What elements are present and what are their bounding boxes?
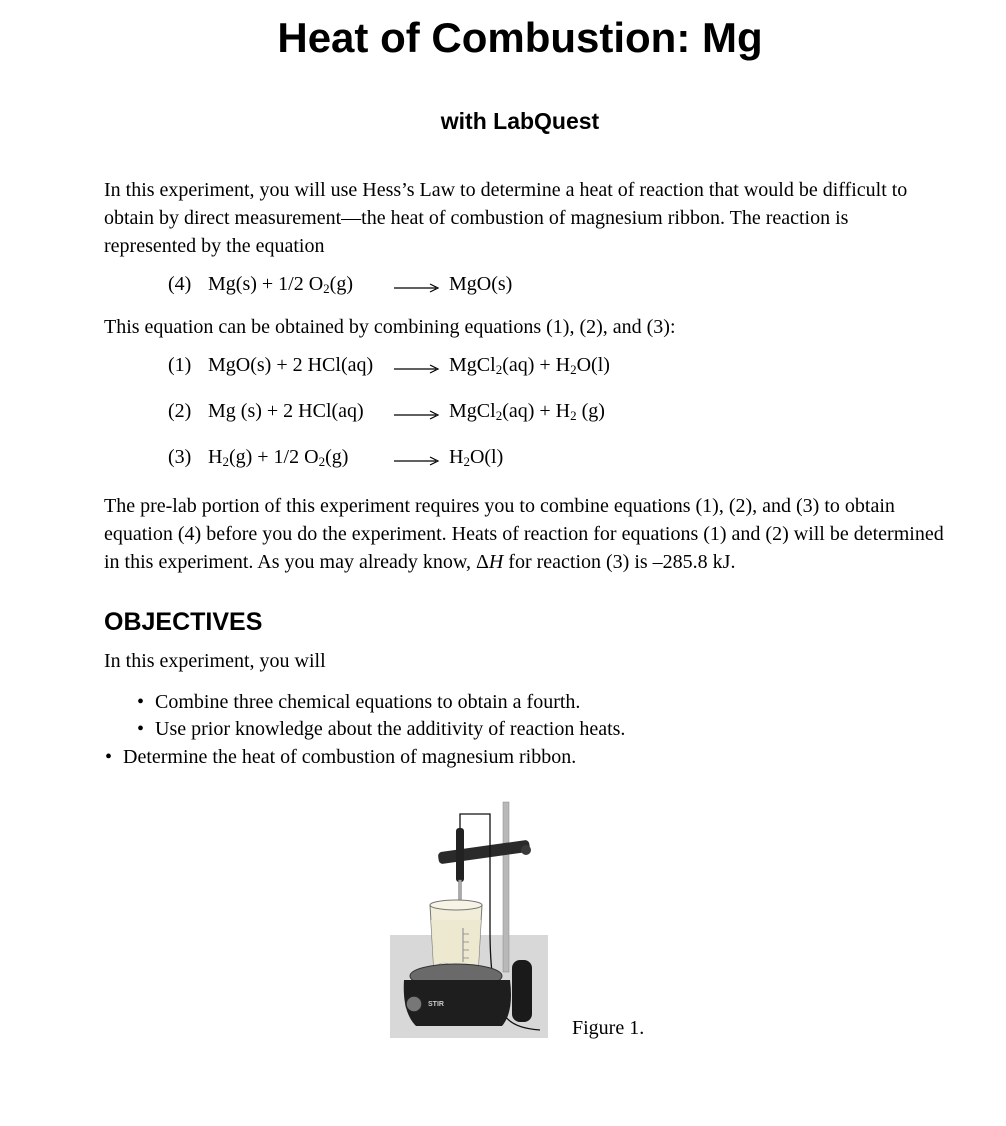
temperature-probe bbox=[456, 828, 464, 882]
list-item: • Combine three chemical equations to obtain a fourth. bbox=[137, 691, 581, 713]
apparatus-illustration bbox=[390, 800, 548, 1038]
equation-products: MgCl$_2$(aq) + $H_2O(l)$ bbox=[449, 354, 610, 377]
page-title: Heat of Combustion: Mg bbox=[277, 14, 763, 61]
reaction-arrow-icon bbox=[392, 400, 442, 426]
bullet-icon: • bbox=[137, 718, 145, 740]
objectives-intro: In this experiment, you will bbox=[104, 650, 326, 672]
equation-reactants: Mg(s) + 1/2 $O_2(g)$ bbox=[208, 273, 353, 296]
reaction-arrow-icon bbox=[392, 446, 442, 472]
equation-number: (1) bbox=[168, 354, 192, 376]
prelab-paragraph: The pre-lab portion of this experiment requires you to combine equations (1), (2), and (3) to obtain equation (4) before you do the experiment. Heats of reaction for equations (1) and (2) will be determined in this experiment. As you may already know, ΔH for reaction (3) is –285.8 kJ. bbox=[104, 495, 944, 573]
equation-reactants: Mg (s) + 2 HCl(aq) bbox=[208, 400, 364, 422]
combine-text: This equation can be obtained by combining equations (1), (2), and (3): bbox=[104, 316, 676, 338]
equation-number: (3) bbox=[168, 446, 192, 468]
figure-caption: Figure 1. bbox=[572, 1017, 645, 1039]
equation-number: (2) bbox=[168, 400, 192, 422]
objectives-heading: OBJECTIVES bbox=[104, 608, 263, 636]
stir-label: STIR bbox=[428, 1001, 444, 1008]
bullet-icon: • bbox=[137, 691, 145, 713]
stir-knob-icon bbox=[406, 996, 422, 1012]
page-subtitle: with LabQuest bbox=[440, 108, 600, 134]
equation-1 bbox=[168, 354, 668, 380]
list-item: • Use prior knowledge about the additivity of reaction heats. bbox=[137, 718, 626, 740]
equation-reactants: MgO(s) + 2 HCl(aq) bbox=[208, 354, 374, 376]
equation-4 bbox=[168, 273, 568, 299]
reaction-arrow-icon bbox=[392, 354, 442, 380]
equation-products: MgCl$_2$(aq) + $H_2$ (g) bbox=[449, 400, 605, 423]
equation-products: MgO(s) bbox=[449, 273, 513, 295]
bullet-icon: • bbox=[105, 746, 113, 768]
reaction-arrow-icon bbox=[392, 273, 442, 299]
ring-stand-rod bbox=[503, 802, 509, 972]
equation-2 bbox=[168, 400, 668, 426]
equation-3 bbox=[168, 446, 668, 472]
intro-paragraph: In this experiment, you will use Hess’s Law to determine a heat of reaction that would be difficult to obtain by direct measurement—the heat of combustion of magnesium ribbon. The reaction is represented by the equation bbox=[104, 179, 908, 257]
equation-products: $H_2O(l)$ bbox=[449, 446, 504, 469]
equation-number: (4) bbox=[168, 273, 192, 295]
clamp bbox=[438, 840, 531, 865]
equation-reactants: $H_2(g) + 1/2$ $O_2(g)$ bbox=[208, 446, 349, 469]
list-item: • Determine the heat of combustion of magnesium ribbon. bbox=[105, 746, 577, 768]
